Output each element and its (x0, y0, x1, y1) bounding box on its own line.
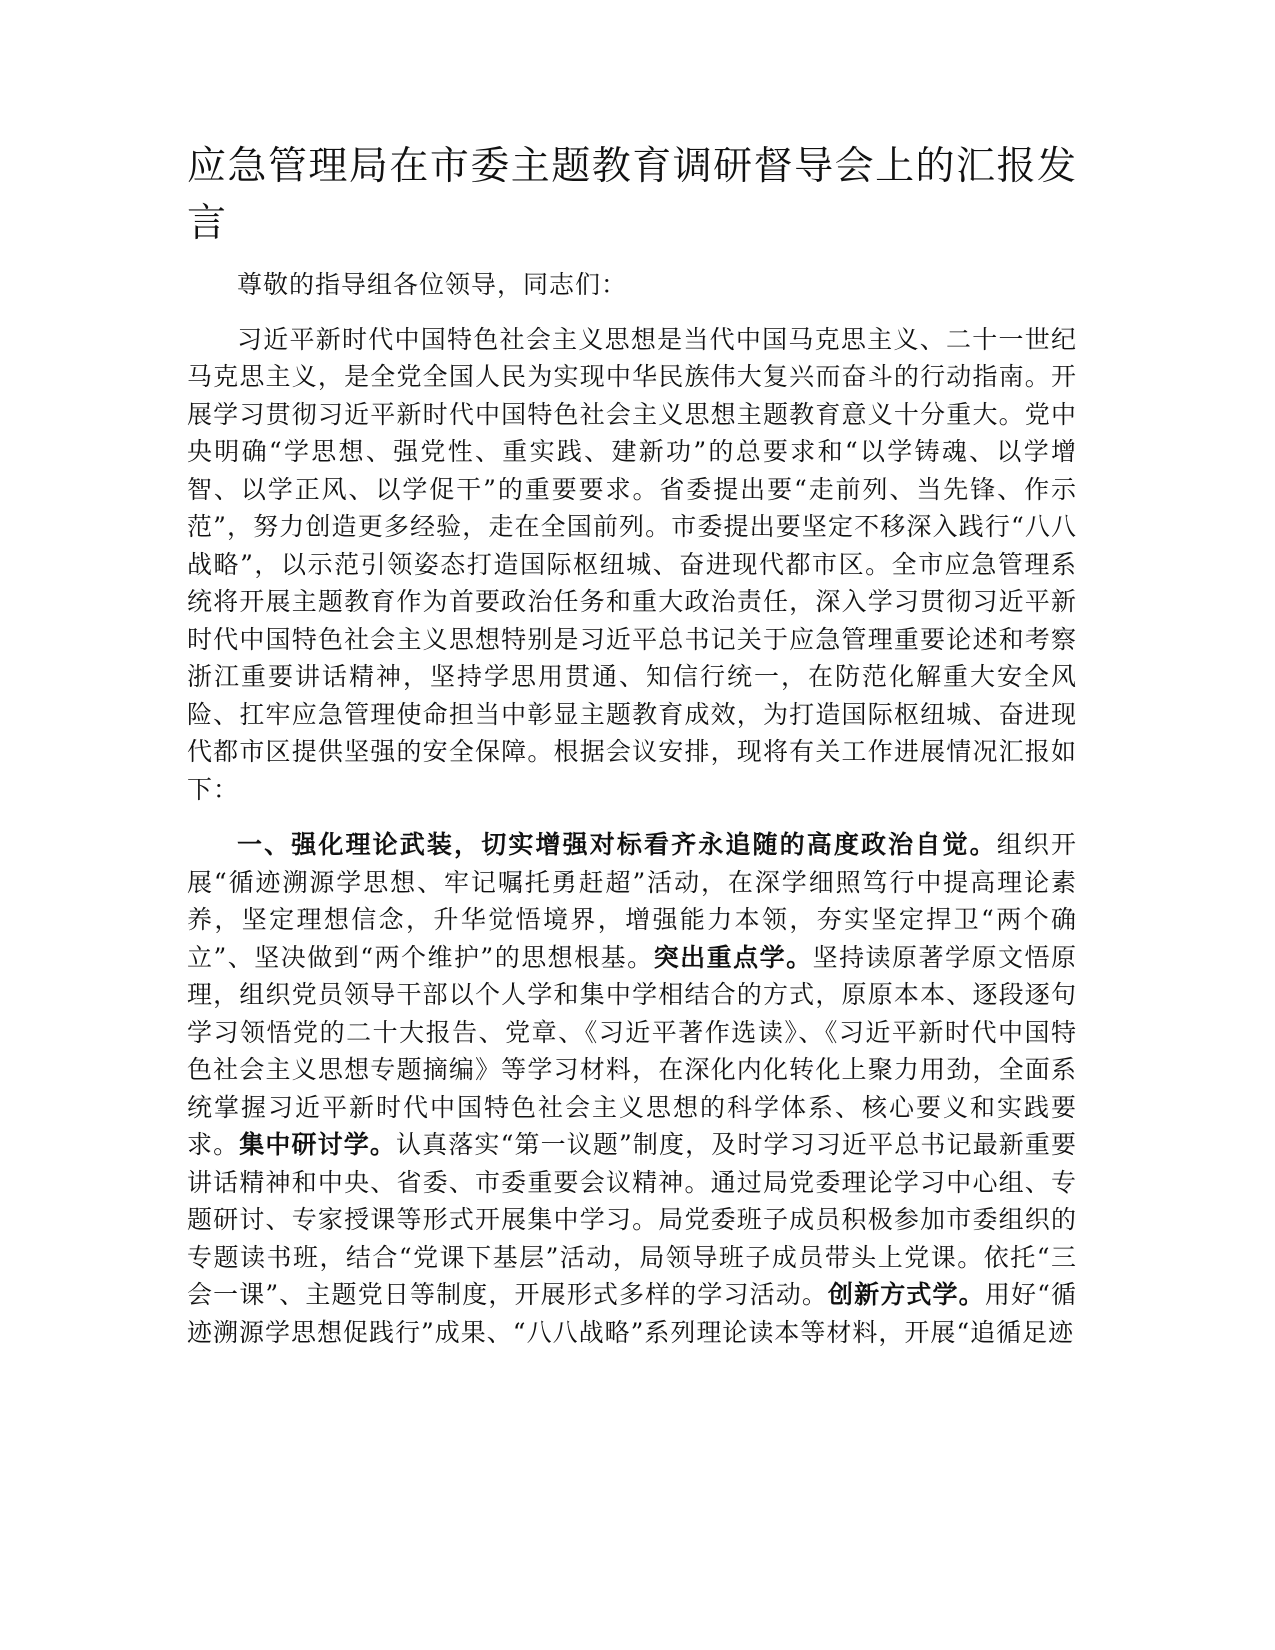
section-one-text-1: 组织开展“循迹溯源学思想、牢记嘱托勇赶超”活动，在深学细照笃行中提高理论素养，坚定理想信念，升华觉悟境界，增强能力本领，夯实坚定捍卫“两个确立”、坚决做到“两个维护”的思想根基。 (187, 830, 1077, 972)
salutation: 尊敬的指导组各位领导，同志们： (237, 270, 628, 299)
section-one-paragraph (187, 826, 1077, 1351)
section-one-text-4: 用好“循迹溯源学思想促践行”成果、“八八战略”系列理论读本等材料，开展“追循足迹 (187, 1280, 1077, 1347)
subheading-group-study: 集中研讨学。 (239, 1130, 397, 1159)
section-one-heading: 一、强化理论武装，切实增强对标看齐永追随的高度政治自觉。 (237, 830, 997, 859)
document-title: 应急管理局在市委主题教育调研督导会上的汇报发言 (187, 144, 1077, 246)
document-page (187, 138, 1077, 1364)
intro-paragraph: 习近平新时代中国特色社会主义思想是当代中国马克思主义、二十一世纪马克思主义，是全党全国人民为实现中华民族伟大复兴而奋斗的行动指南。开展学习贯彻习近平新时代中国特色社会主义思想主题教育意义十分重大。党中央明确“学思想、强党性、重实践、建新功”的总要求和“以学铸魂、以学增智、以学正风、以学促干”的重要要求。省委提出要“走前列、当先锋、作示范”，努力创造更多经验，走在全国前列。市委提出要坚定不移深入践行“八八战略”，以示范引领姿态打造国际枢纽城、奋进现代都市区。全市应急管理系统将开展主题教育作为首要政治任务和重大政治责任，深入学习贯彻习近平新时代中国特色社会主义思想特别是习近平总书记关于应急管理重要论述和考察浙江重要讲话精神，坚持学思用贯通、知信行统一，在防范化解重大安全风险、扛牢应急管理使命担当中彰显主题教育成效，为打造国际枢纽城、奋进现代都市区提供坚强的安全保障。根据会议安排，现将有关工作进展情况汇报如下： (187, 324, 1077, 804)
section-one-text-3: 认真落实“第一议题”制度，及时学习习近平总书记最新重要讲话精神和中央、省委、市委重要会议精神。通过局党委理论学习中心组、专题研讨、专家授课等形式开展集中学习。局党委班子成员积极参加市委组织的专题读书班，结合“党课下基层”活动，局领导班子成员带头上党课。依托“三会一课”、主题党日等制度，开展形式多样的学习活动。 (187, 1130, 1077, 1309)
section-one-text-2: 坚持读原著学原文悟原理，组织党员领导干部以个人学和集中学相结合的方式，原原本本、逐段逐句学习领悟党的二十大报告、党章、《习近平著作选读》、《习近平新时代中国特色社会主义思想专题摘编》等学习材料，在深化内化转化上聚力用劲，全面系统掌握习近平新时代中国特色社会主义思想的科学体系、核心要义和实践要求。 (187, 942, 1077, 1159)
subheading-innovative-study: 创新方式学。 (828, 1280, 985, 1309)
subheading-focus-study: 突出重点学。 (653, 942, 813, 972)
